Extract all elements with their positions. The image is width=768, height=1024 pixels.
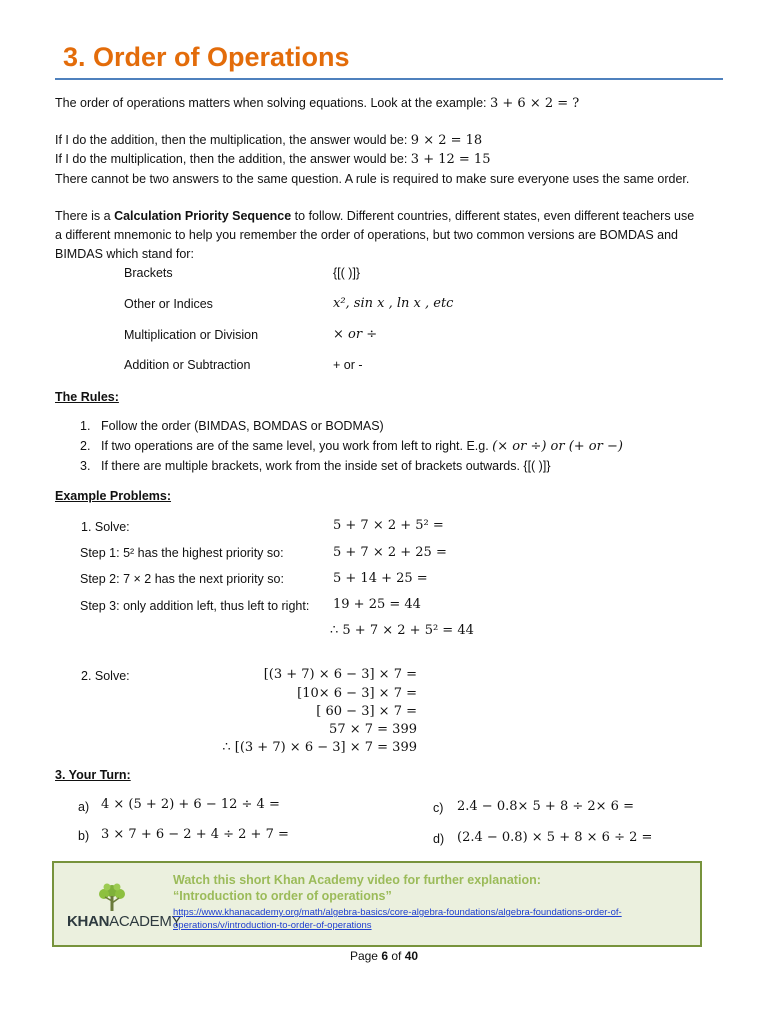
question-a-letter: a) [78, 800, 90, 814]
sequence-line-2: a different mnemonic to help you remember the order of operations, but two common versions are BOMDAS and [55, 228, 678, 242]
page-of: of [388, 949, 405, 963]
question-b-letter: b) [78, 829, 90, 843]
priority-label-brackets: Brackets [124, 266, 173, 280]
rule-2-text: If two operations are of the same level, you work from left to right. E.g. [101, 439, 489, 453]
example-1-step-1-math: 5 + 7 × 2 + 25 = [333, 545, 447, 560]
examples-heading: Example Problems: [55, 489, 172, 503]
priority-symbol-addition: + or - [333, 358, 363, 372]
intro-line-2 [55, 133, 482, 148]
rules-heading: The Rules: [55, 390, 119, 404]
example-1-step-1-label: Step 1: 5² has the highest priority so: [80, 546, 284, 560]
question-d: (2.4 − 0.8) × 5 + 8 × 6 ÷ 2 = [457, 830, 653, 845]
intro-line-1 [55, 96, 579, 111]
example-1-expression: 5 + 7 × 2 + 5² = [333, 518, 444, 533]
priority-symbol-brackets: {[( )]} [333, 266, 361, 280]
rule-3-text: If there are multiple brackets, work from the inside set of brackets outwards. {[( )]} [101, 459, 551, 473]
intro-line-1-text: The order of operations matters when solving equations. Look at the example: [55, 96, 487, 110]
example-2-conclusion: ∴ [(3 + 7) × 6 − 3] × 7 = 399 [222, 740, 417, 755]
intro-line-2-text: If I do the addition, then the multiplication, the answer would be: [55, 133, 408, 147]
example-1-step-2-label: Step 2: 7 × 2 has the next priority so: [80, 572, 284, 586]
example-2-line-3: [ 60 − 3] × 7 = [316, 704, 417, 719]
khan-academy-promo [52, 861, 702, 947]
question-c-letter: c) [433, 801, 444, 815]
sequence-term: Calculation Priority Sequence [114, 209, 292, 223]
priority-label-indices: Other or Indices [124, 297, 213, 311]
title-rule [55, 78, 723, 80]
khan-academy-logo [67, 913, 181, 930]
example-2-line-1: [(3 + 7) × 6 − 3] × 7 = [263, 667, 417, 682]
priority-symbol-indices: x², sin x , ln x , etc [333, 296, 454, 311]
sequence-line-1-pre: There is a [55, 209, 115, 223]
page-footer [0, 949, 768, 963]
example-1-step-3-label: Step 3: only addition left, thus left to right: [80, 599, 310, 613]
rule-2-number: 2. [80, 439, 91, 453]
example-2-label: 2. Solve: [81, 669, 130, 683]
example-2-line-4: 57 × 7 = 399 [329, 722, 417, 737]
rule-3-number: 3. [80, 459, 91, 473]
rule-2 [101, 439, 623, 454]
priority-label-addition: Addition or Subtraction [124, 358, 251, 372]
page-label: Page [349, 949, 382, 963]
khan-logo-regular: ACADEMY [109, 913, 182, 930]
sequence-line-1 [55, 209, 694, 223]
question-d-letter: d) [433, 832, 445, 846]
promo-line-2: “Introduction to order of operations” [173, 889, 392, 903]
sequence-line-1-post: to follow. Different countries, different states, even different teachers use [291, 209, 695, 223]
rule-1-text: Follow the order (BIMDAS, BOMDAS or BODMAS) [101, 419, 384, 433]
example-1-label: 1. Solve: [81, 520, 130, 534]
priority-symbol-multiplication: × or ÷ [333, 327, 378, 342]
your-turn-heading: 3. Your Turn: [55, 768, 131, 782]
question-c: 2.4 − 0.8× 5 + 8 ÷ 2× 6 = [457, 799, 634, 814]
question-a: 4 × (5 + 2) + 6 − 12 ÷ 4 = [101, 797, 280, 812]
rule-2-math: (× or ÷) or (+ or −) [492, 439, 623, 454]
priority-label-multiplication: Multiplication or Division [124, 328, 259, 342]
page-total: 40 [404, 949, 419, 963]
promo-line-1: Watch this short Khan Academy video for further explanation: [173, 873, 541, 887]
intro-line-1-math: 3 + 6 × 2 = ? [490, 96, 580, 111]
intro-line-3 [55, 152, 490, 167]
sequence-line-3: BIMDAS which stand for: [55, 247, 194, 261]
intro-line-3-text: If I do the multiplication, then the addition, the answer would be: [55, 152, 408, 166]
example-1-conclusion: ∴ 5 + 7 × 2 + 5² = 44 [330, 623, 474, 638]
page-current: 6 [381, 949, 388, 963]
rule-1-number: 1. [80, 419, 91, 433]
khan-logo-bold: KHAN [67, 913, 110, 930]
question-b: 3 × 7 + 6 − 2 + 4 ÷ 2 + 7 = [101, 827, 289, 842]
example-1-step-2-math: 5 + 14 + 25 = [333, 571, 428, 586]
intro-line-3-math: 3 + 12 = 15 [410, 152, 491, 167]
khan-video-link[interactable]: https://www.khanacademy.org/math/algebra-basics/core-algebra-foundations/algebra-foundations-order-of- [173, 907, 622, 918]
example-1-step-3-math: 19 + 25 = 44 [333, 597, 421, 612]
khan-video-link-continued[interactable]: operations/v/introduction-to-order-of-operations [173, 920, 372, 931]
intro-line-2-math: 9 × 2 = 18 [410, 133, 483, 148]
page-title: 3. Order of Operations [63, 42, 350, 72]
example-2-line-2: [10× 6 − 3] × 7 = [297, 686, 417, 701]
intro-line-4: There cannot be two answers to the same question. A rule is required to make sure everyone uses the same order. [55, 172, 690, 186]
